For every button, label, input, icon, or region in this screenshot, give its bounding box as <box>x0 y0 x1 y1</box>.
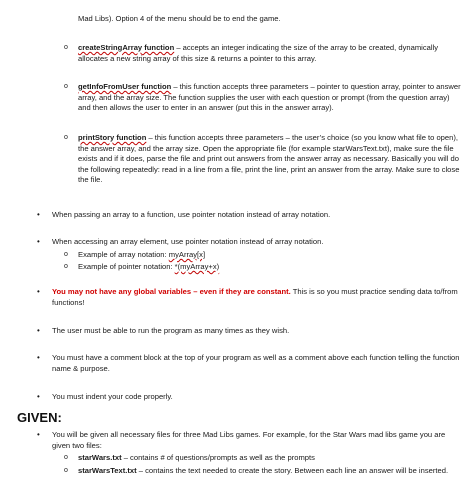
bullet-icon: • <box>37 287 40 296</box>
given-file-starwars <box>78 453 462 464</box>
requirement-indent: You must indent your code properly. <box>52 392 173 401</box>
bullet-icon: • <box>37 392 40 401</box>
function-name: getInfoFromUser function <box>78 82 172 91</box>
sub-bullet-icon: o <box>64 44 68 51</box>
requirement-text: This is so you must practice sending data to/from functions! <box>52 287 458 307</box>
file-name: starWarsText.txt <box>78 466 137 475</box>
requirement-run-many: The user must be able to run the program as many times as they wish. <box>52 326 290 335</box>
example-array-notation <box>78 250 462 261</box>
given-description: You will be given all necessary files for three Mad Libs games. For example, for the Star Wars mad libs game you are given two files: <box>52 430 446 450</box>
function-name: printStory function <box>78 133 147 142</box>
sub-bullet-icon: o <box>64 263 68 270</box>
section-heading-given: GIVEN: <box>17 410 62 425</box>
example-code: myArray[x] <box>168 250 206 259</box>
file-text: – contains # of questions/prompts as well as the prompts <box>121 453 315 462</box>
function-name: createStringArray function <box>78 43 175 52</box>
intro-tail: Mad Libs). Option 4 of the menu should be to end the game. <box>78 14 281 23</box>
sub-bullet-icon: o <box>64 83 68 90</box>
sub-bullet-icon: o <box>64 251 68 258</box>
bullet-icon: • <box>37 326 40 335</box>
requirement-array-access: When accessing an array element, use pointer notation instead of array notation. <box>52 237 324 246</box>
warning-text: You may not have any global variables – even if they are constant. <box>52 287 291 296</box>
example-label: Example of array notation: <box>78 250 169 259</box>
file-name: starWars.txt <box>78 453 122 462</box>
example-label: Example of pointer notation: <box>78 262 175 271</box>
function-text: – this function accepts three parameters – pointer to question array, pointer to answer array, and the array size. The function supplies the user with each question or prompt (from the question array) and then allows the user to enter in an answer (put this in the answer array). <box>78 82 461 113</box>
requirement-comments: You must have a comment block at the top of your program as well as a comment above each function telling the function name & purpose. <box>52 353 460 373</box>
given-file-starwarstext <box>78 466 462 477</box>
function-description-getinfofromuser <box>78 82 462 114</box>
function-description-createstringarray <box>78 43 462 64</box>
function-text: – accepts an integer indicating the size of the array to be created, dynamically allocates a new string array of this size & returns a pointer to this array. <box>78 43 439 63</box>
function-text: – this function accepts three parameters – the user’s choice (so you know what file to open), the answer array, and the array size. Open the appropriate file (for example starWarsText.txt), make sure the file exists and if it does, parse the file and print out answers from the answer array as necessary. Basically you will do the following repeatedly: read in a line from a file, print the line, print an answer from the array. Make sure to close the file. <box>78 133 460 185</box>
bullet-icon: • <box>37 430 40 439</box>
bullet-icon: • <box>37 210 40 219</box>
file-text: – contains the text needed to create the story. Between each line an answer will be inserted. <box>136 466 449 475</box>
sub-bullet-icon: o <box>64 134 68 141</box>
example-pointer-notation <box>78 262 462 273</box>
sub-bullet-icon: o <box>64 467 68 474</box>
sub-bullet-icon: o <box>64 454 68 461</box>
bullet-icon: • <box>37 237 40 246</box>
function-description-printstory <box>78 133 462 186</box>
requirement-pointer-passing: When passing an array to a function, use pointer notation instead of array notation. <box>52 210 331 219</box>
example-code: *(myArray+x) <box>174 262 220 271</box>
requirement-no-globals <box>52 287 462 308</box>
bullet-icon: • <box>37 353 40 362</box>
